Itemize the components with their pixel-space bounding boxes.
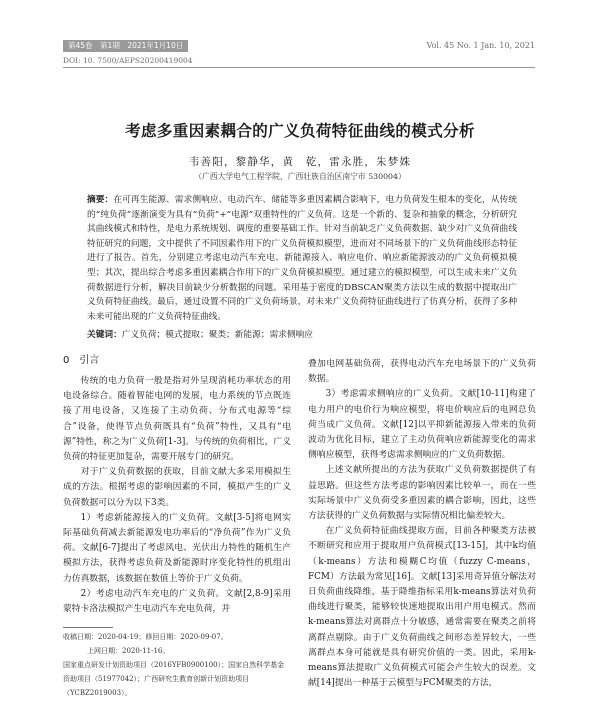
abstract	[87, 193, 517, 324]
paragraph: 传统的电力负荷一般是指对外呈现消耗功率状态的用电设备综合。随着智能电网的发展，电力系统的节点既连接了用电设备，又连接了主动负荷、分布式电源等“综合”设备，使得节点负荷既具有“负荷”特性，又具有“电源”特性，称之为广义负荷[1-3]。与传统的负荷相比，广义负荷的特征更加复杂，需要开展专门的研究。	[63, 376, 291, 463]
section-title: 引言	[79, 355, 100, 366]
footnote-rule	[63, 627, 113, 628]
right-column	[308, 357, 536, 691]
doi: DOI: 10. 7500/AEPS20200419004	[63, 56, 193, 65]
issue-badge: 第45卷 第1期 2021年1月10日	[63, 40, 188, 52]
keywords-text: 广义负荷；模式提取；聚类；新能源；需求侧响应	[121, 330, 313, 340]
abstract-label: 摘要：	[87, 195, 114, 205]
paragraph: 1）考虑新能源接入的广义负荷。文献[3-5]将电网实际基础负荷减去新能源发电功率后的“净负荷”作为广义负荷。文献[6-7]提出了考虑风电、光伏出力特性的随机生产模拟方法，获得考虑负荷及新能源时序变化特性的机组出力仿真数据，该数据在数值上等价于广义负荷。	[63, 512, 291, 584]
journal-volume-info: Vol. 45 No. 1 Jan. 10, 2021	[426, 41, 535, 50]
paragraph: 2）考虑电动汽车充电的广义负荷。文献[2,8-9]采用蒙特卡洛法模拟产生电动汽车充电负荷，并	[63, 588, 291, 615]
left-column	[63, 354, 291, 617]
keywords	[87, 328, 517, 342]
section-number: 0	[63, 355, 70, 366]
section-heading	[63, 354, 291, 368]
header-rule	[63, 67, 535, 68]
footnote-online: 上网日期：2020-11-16。	[87, 647, 170, 655]
footnote	[63, 630, 291, 700]
paragraph: 在广义负荷特征曲线提取方面，目前各种聚类方法被不断研究和应用于提取用户负荷模式[13-15]，其中k均值（k-means）方法和模糊C均值（fuzzy C-means，FCM）方法最为常见[16]。文献[13]采用奇异值分解法对日负荷曲线降维，基于降维指标采用k-means算法对负荷曲线进行聚类，能够较快速地提取出用户用电模式。然而k-means算法对离群点十分敏感，通常需要在聚类之前将离群点剔除。由于广义负荷曲线之间形态差异较大，一些离群点本身可能就是具有研究价值的一类。因此，采用k-means算法提取广义负荷模式可能会产生较大的误差。文献[14]提出一种基于云模型与FCM聚类的方法，	[308, 526, 536, 689]
abstract-text: 在可再生能源、需求侧响应、电动汽车、储能等多重因素耦合影响下，电力负荷发生根本的变化，从传统的“纯负荷”逐渐演变为具有“负荷”+“电源”双重特性的广义负荷。这是一个新的、复杂和抽象的概念，分析研究其曲线模式和特性，是电力系统规划、调度的重要基础工作。针对当前缺乏广义负荷数据、缺少对广义负荷曲线特征研究的问题，文中提供了不同因素作用下的广义负荷模拟模型，进而对不同场景下的广义负荷曲线形态特征进行了报告。首先，分别建立考虑电动汽车充电、新能源接入、响应电价、响应新能源波动的广义负荷模拟模型；其次，提出综合考虑多重因素耦合作用下的广义负荷模拟模型。通过建立的模拟模型，可以生成未来广义负荷数据进行分析，解决目前缺少分析数据的问题。采用基于密度的DBSCAN聚类方法以生成的数据中提取出广义负荷特征曲线。最后，通过设置不同的广义负荷场景，对未来广义负荷特征曲线进行了仿真分析，获得了多种未来可能出现的广义负荷特征曲线。	[87, 195, 518, 322]
keywords-label: 关键词：	[87, 330, 122, 340]
footnote-received: 收稿日期：2020-04-19；修回日期：2020-09-07。	[63, 633, 228, 641]
paragraph: 3）考虑需求侧响应的广义负荷。文献[10-11]构建了电力用户的电价行为响应模型，将电价响应后的电网总负荷当成广义负荷。文献[12]以平抑新能源接入带来的负荷波动为优化目标，建立了主动负荷响应新能源变化的需求侧响应模型，获得考虑需求侧响应的广义负荷数据。	[308, 389, 536, 461]
paragraph: 上述文献所提出的方法为获取广义负荷数据提供了有益思路。但这些方法考虑的影响因素比较单一，而在一些实际场景中广义负荷受多重因素的耦合影响，因此，这些方法获得的广义负荷数据与实际情况相比偏差较大。	[308, 465, 536, 522]
running-header	[63, 40, 535, 54]
paragraph: 叠加电网基础负荷，获得电动汽车充电场景下的广义负荷数据。	[308, 359, 536, 385]
affiliation: （广西大学电气工程学院，广西壮族自治区南宁市 530004）	[194, 172, 406, 181]
footnote-funding: 国家重点研发计划资助项目（2016YFB0900100）；国家自然科学基金资助项目（51977042）；广西研究生教育创新计划资助项目（YCBZ2019003）。	[63, 661, 285, 697]
paragraph: 对于广义负荷数据的获取，目前文献大多采用模拟生成的方法。根据考虑的影响因素的不同，模拟产生的广义负荷数据可以分为以下3类。	[63, 467, 291, 508]
author-list: 韦善阳，黎静华，黄 乾，雷永胜，朱梦姝	[188, 156, 412, 168]
paper-title: 考虑多重因素耦合的广义负荷特征曲线的模式分析	[125, 122, 475, 140]
